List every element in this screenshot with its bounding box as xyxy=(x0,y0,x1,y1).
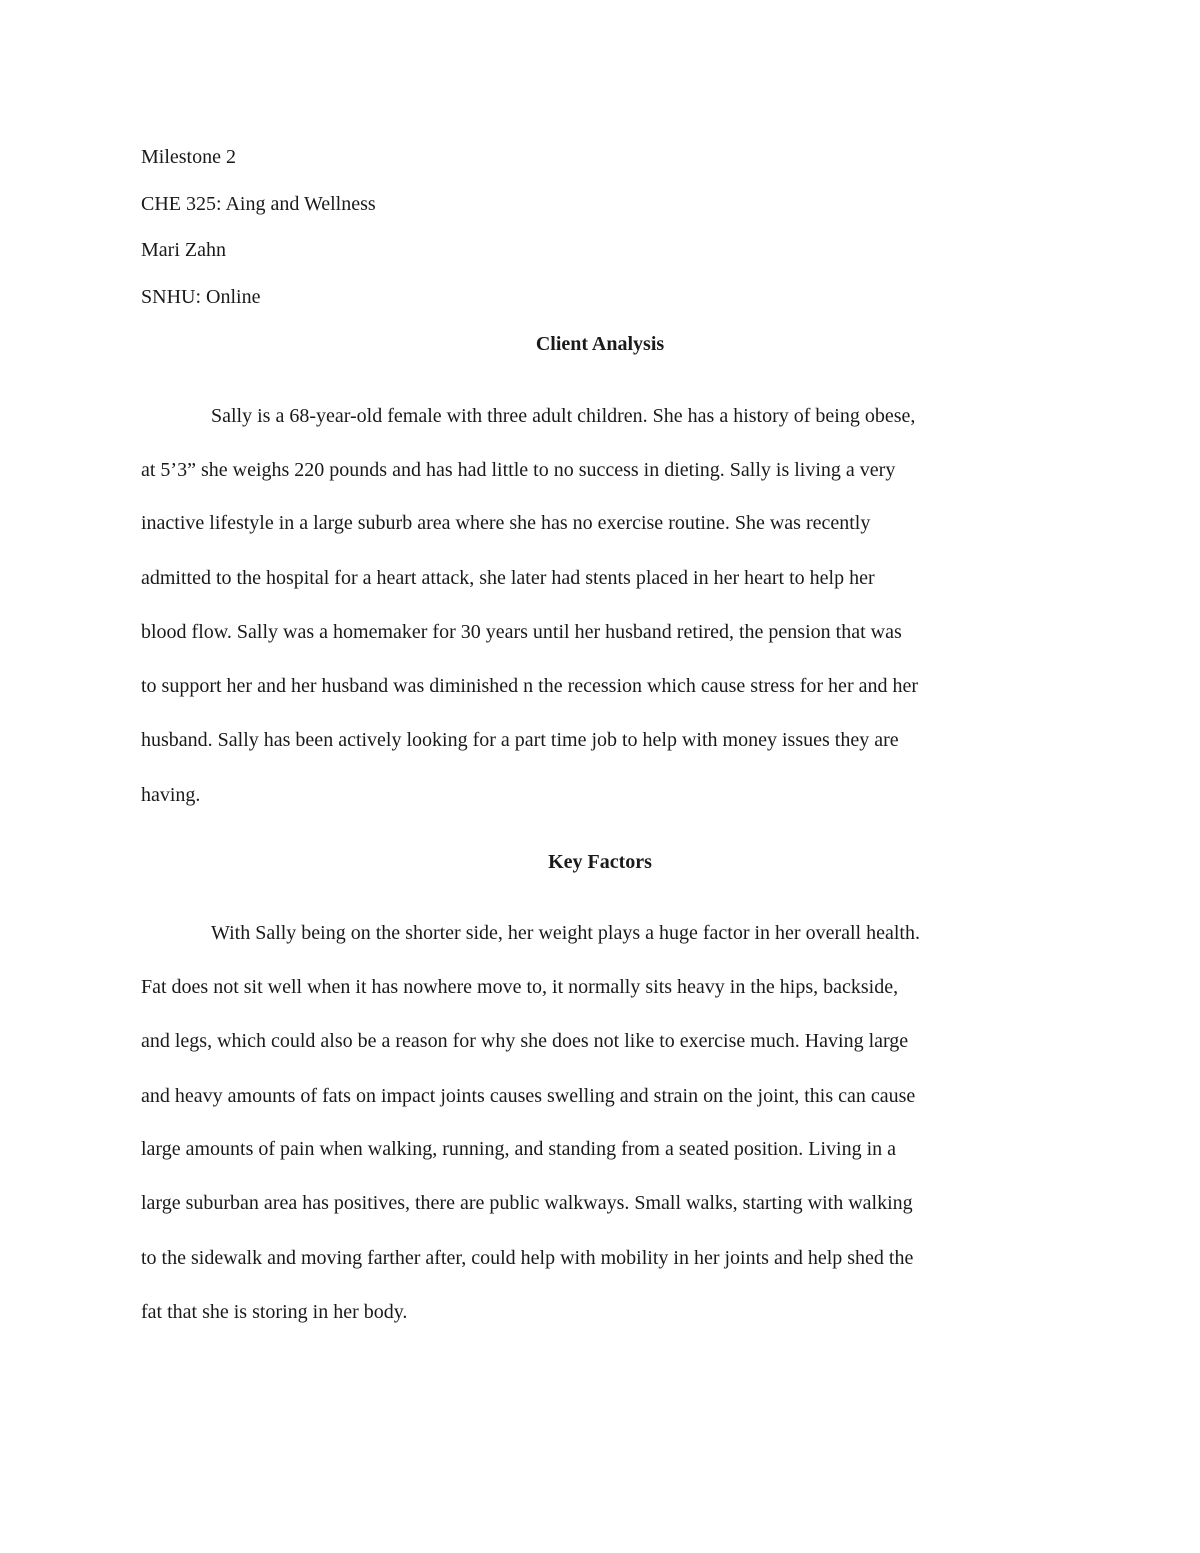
paragraph-line: and legs, which could also be a reason for why she does not like to exercise much. Having large xyxy=(141,1030,909,1052)
paragraph-line: fat that she is storing in her body. xyxy=(141,1301,408,1323)
paragraph-line: husband. Sally has been actively looking for a part time job to help with money issues they are xyxy=(141,729,899,751)
school-name: SNHU: Online xyxy=(141,286,261,308)
section-heading-client-analysis: Client Analysis xyxy=(535,333,665,355)
paragraph-line: admitted to the hospital for a heart attack, she later had stents placed in her heart to help her xyxy=(141,567,875,589)
assignment-title: Milestone 2 xyxy=(141,146,236,168)
course-name: CHE 325: Aing and Wellness xyxy=(141,193,376,215)
paragraph-line: large amounts of pain when walking, running, and standing from a seated position. Living in a xyxy=(141,1138,897,1160)
paragraph-line: large suburban area has positives, there are public walkways. Small walks, starting with walking xyxy=(141,1192,913,1214)
paragraph-line: at 5’3” she weighs 220 pounds and has had little to no success in dieting. Sally is living a very xyxy=(141,459,896,481)
paragraph-line: blood flow. Sally was a homemaker for 30 years until her husband retired, the pension that was xyxy=(141,621,902,643)
paragraph-line: having. xyxy=(141,784,201,806)
paragraph-line: and heavy amounts of fats on impact joints causes swelling and strain on the joint, this can cause xyxy=(141,1085,916,1107)
paragraph-line: to the sidewalk and moving farther after, could help with mobility in her joints and help shed the xyxy=(141,1247,914,1269)
author-name: Mari Zahn xyxy=(141,239,226,261)
paragraph-line: Sally is a 68-year-old female with three adult children. She has a history of being obese, xyxy=(211,405,916,427)
section-heading-key-factors: Key Factors xyxy=(548,851,652,873)
paragraph-line: With Sally being on the shorter side, her weight plays a huge factor in her overall health. xyxy=(211,922,920,944)
paragraph-line: to support her and her husband was diminished n the recession which cause stress for her and her xyxy=(141,675,919,697)
paragraph-line: inactive lifestyle in a large suburb area where she has no exercise routine. She was recently xyxy=(141,512,871,534)
paragraph-line: Fat does not sit well when it has nowhere move to, it normally sits heavy in the hips, backside, xyxy=(141,976,899,998)
